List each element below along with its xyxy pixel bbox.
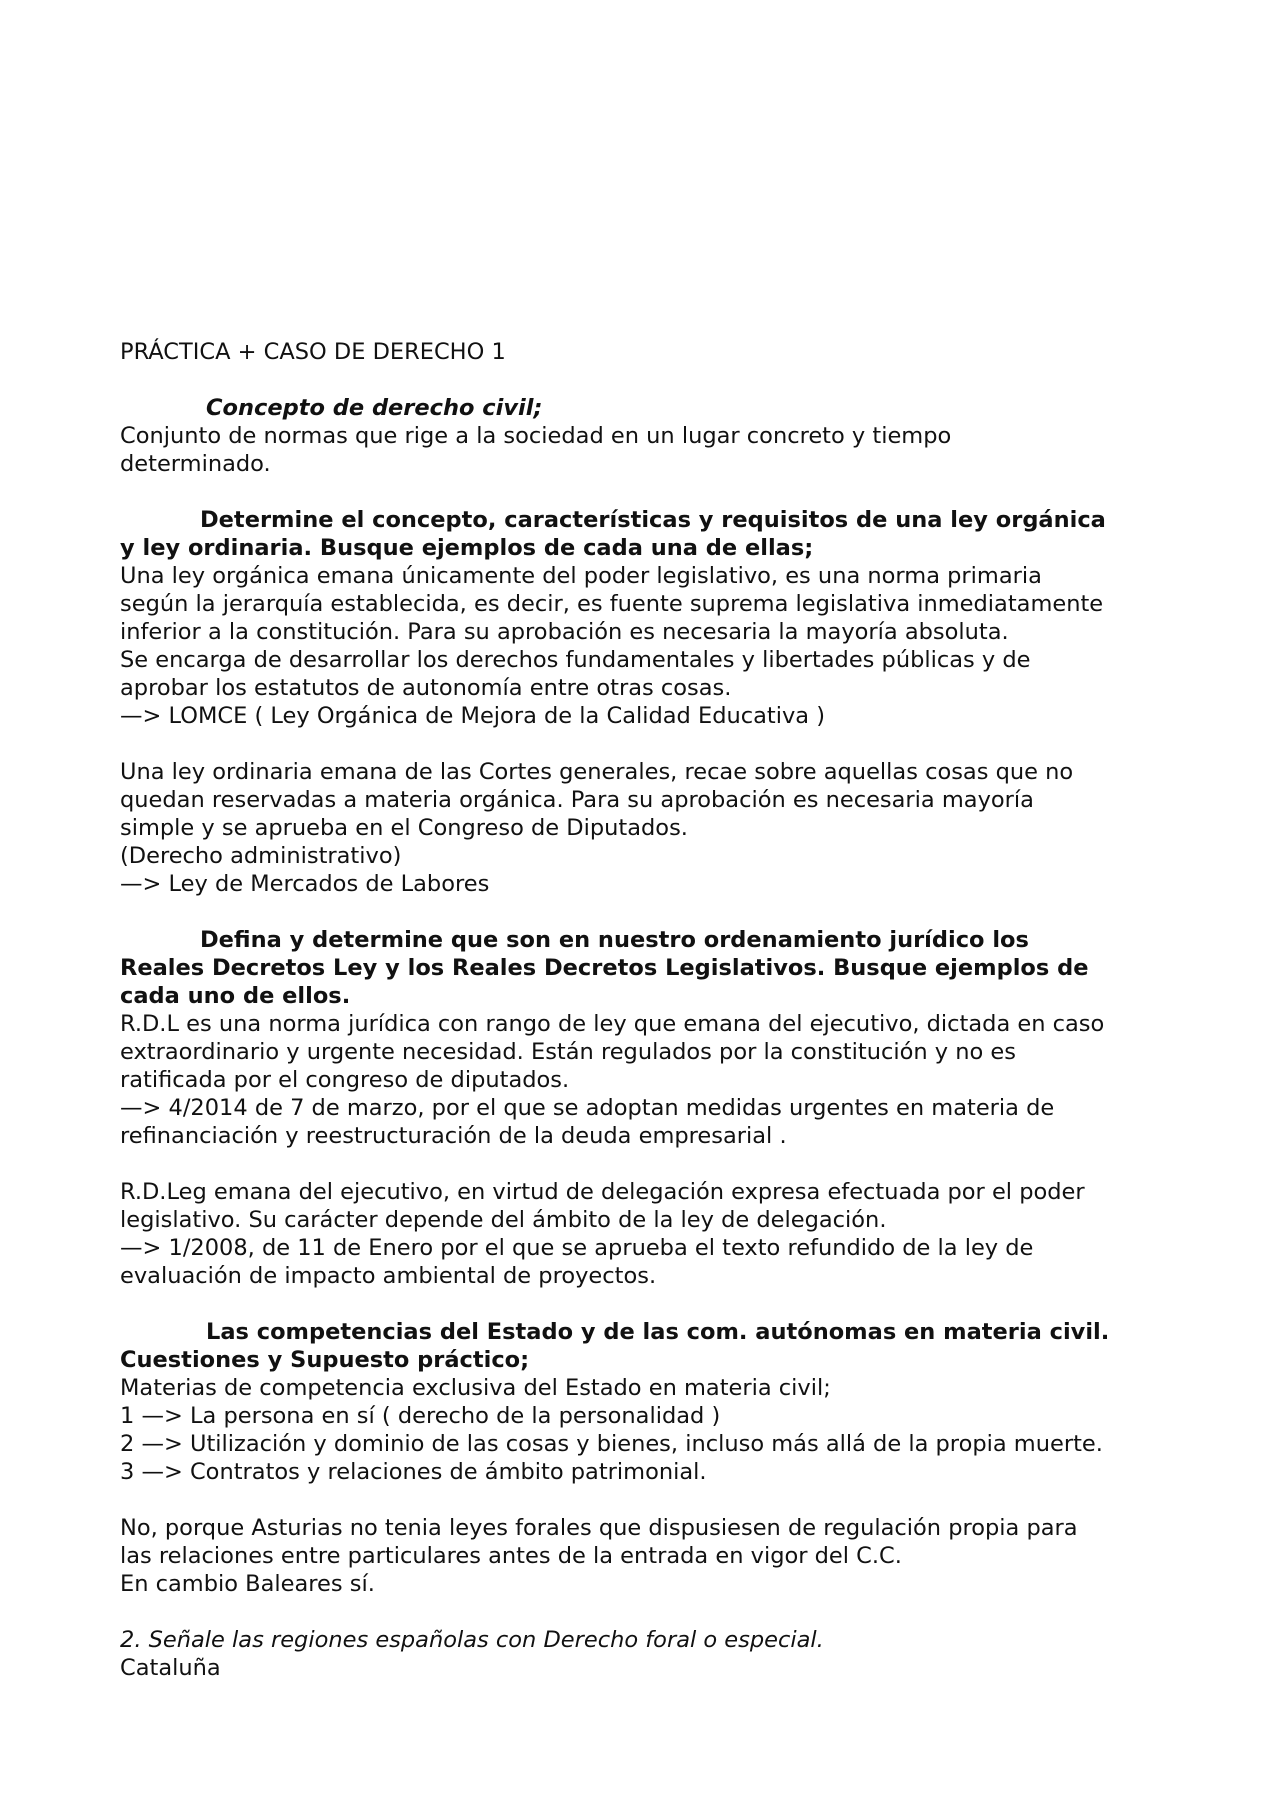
paragraph-line: simple y se aprueba en el Congreso de Diputados. bbox=[120, 815, 688, 841]
paragraph-line: En cambio Baleares sí. bbox=[120, 1571, 375, 1597]
list-item: 1 —> La persona en sí ( derecho de la personalidad ) bbox=[120, 1403, 721, 1429]
paragraph-line: (Derecho administrativo) bbox=[120, 843, 402, 869]
paragraph-line: las relaciones entre particulares antes de la entrada en vigor del C.C. bbox=[120, 1543, 902, 1569]
list-item: 2 —> Utilización y dominio de las cosas y bienes, incluso más allá de la propia muerte. bbox=[120, 1431, 1103, 1457]
section-heading-decretos-cont: cada uno de ellos. bbox=[120, 983, 351, 1009]
paragraph-line: R.D.L es una norma jurídica con rango de ley que emana del ejecutivo, dictada en caso bbox=[120, 1011, 1105, 1037]
example-line: evaluación de impacto ambiental de proyectos. bbox=[120, 1263, 657, 1289]
paragraph-line: inferior a la constitución. Para su aprobación es necesaria la mayoría absoluta. bbox=[120, 619, 1009, 645]
list-item: 3 —> Contratos y relaciones de ámbito patrimonial. bbox=[120, 1459, 707, 1485]
example-line: —> 4/2014 de 7 de marzo, por el que se adoptan medidas urgentes en materia de bbox=[120, 1095, 1055, 1121]
paragraph-line: según la jerarquía establecida, es decir, es fuente suprema legislativa inmediatamente bbox=[120, 591, 1104, 617]
document-page bbox=[120, 338, 1170, 1682]
spacer bbox=[120, 1598, 1170, 1626]
question-heading-regiones: 2. Señale las regiones españolas con Derecho foral o especial. bbox=[120, 1627, 824, 1653]
document-title: PRÁCTICA + CASO DE DERECHO 1 bbox=[120, 339, 506, 365]
section-heading-decretos: Defina y determine que son en nuestro ordenamiento jurídico los bbox=[200, 927, 1029, 953]
paragraph-line: Materias de competencia exclusiva del Estado en materia civil; bbox=[120, 1375, 831, 1401]
example-line: refinanciación y reestructuración de la deuda empresarial . bbox=[120, 1123, 787, 1149]
paragraph-line: Una ley ordinaria emana de las Cortes generales, recae sobre aquellas cosas que no bbox=[120, 759, 1074, 785]
paragraph-line: Se encarga de desarrollar los derechos fundamentales y libertades públicas y de bbox=[120, 647, 1031, 673]
example-line: —> LOMCE ( Ley Orgánica de Mejora de la Calidad Educativa ) bbox=[120, 703, 826, 729]
section-heading-competencias: Las competencias del Estado y de las com. autónomas en materia civil. bbox=[206, 1319, 1110, 1345]
paragraph-line: Conjunto de normas que rige a la sociedad en un lugar concreto y tiempo bbox=[120, 423, 952, 449]
example-line: —> Ley de Mercados de Labores bbox=[120, 871, 490, 897]
spacer bbox=[120, 898, 1170, 926]
paragraph-line: aprobar los estatutos de autonomía entre otras cosas. bbox=[120, 675, 732, 701]
paragraph-line: Cataluña bbox=[120, 1655, 221, 1681]
spacer bbox=[120, 1290, 1170, 1318]
paragraph-line: No, porque Asturias no tenia leyes forales que dispusiesen de regulación propia para bbox=[120, 1515, 1078, 1541]
example-line: —> 1/2008, de 11 de Enero por el que se aprueba el texto refundido de la ley de bbox=[120, 1235, 1034, 1261]
section-heading-concepto: Concepto de derecho civil; bbox=[206, 395, 543, 421]
paragraph-line: R.D.Leg emana del ejecutivo, en virtud de delegación expresa efectuada por el poder bbox=[120, 1179, 1085, 1205]
paragraph-line: ratificada por el congreso de diputados. bbox=[120, 1067, 570, 1093]
spacer bbox=[120, 1486, 1170, 1514]
section-heading-ley-organica: Determine el concepto, características y requisitos de una ley orgánica bbox=[200, 507, 1106, 533]
section-heading-decretos-cont: Reales Decretos Ley y los Reales Decretos Legislativos. Busque ejemplos de bbox=[120, 955, 1089, 981]
spacer bbox=[120, 366, 1170, 394]
spacer bbox=[120, 1150, 1170, 1178]
spacer bbox=[120, 478, 1170, 506]
paragraph-line: Una ley orgánica emana únicamente del poder legislativo, es una norma primaria bbox=[120, 563, 1042, 589]
section-heading-competencias-cont: Cuestiones y Supuesto práctico; bbox=[120, 1347, 530, 1373]
section-heading-ley-organica-cont: y ley ordinaria. Busque ejemplos de cada una de ellas; bbox=[120, 535, 814, 561]
paragraph-line: legislativo. Su carácter depende del ámbito de la ley de delegación. bbox=[120, 1207, 887, 1233]
paragraph-line: quedan reservadas a materia orgánica. Para su aprobación es necesaria mayoría bbox=[120, 787, 1034, 813]
paragraph-line: determinado. bbox=[120, 451, 271, 477]
paragraph-line: extraordinario y urgente necesidad. Están regulados por la constitución y no es bbox=[120, 1039, 1016, 1065]
spacer bbox=[120, 730, 1170, 758]
